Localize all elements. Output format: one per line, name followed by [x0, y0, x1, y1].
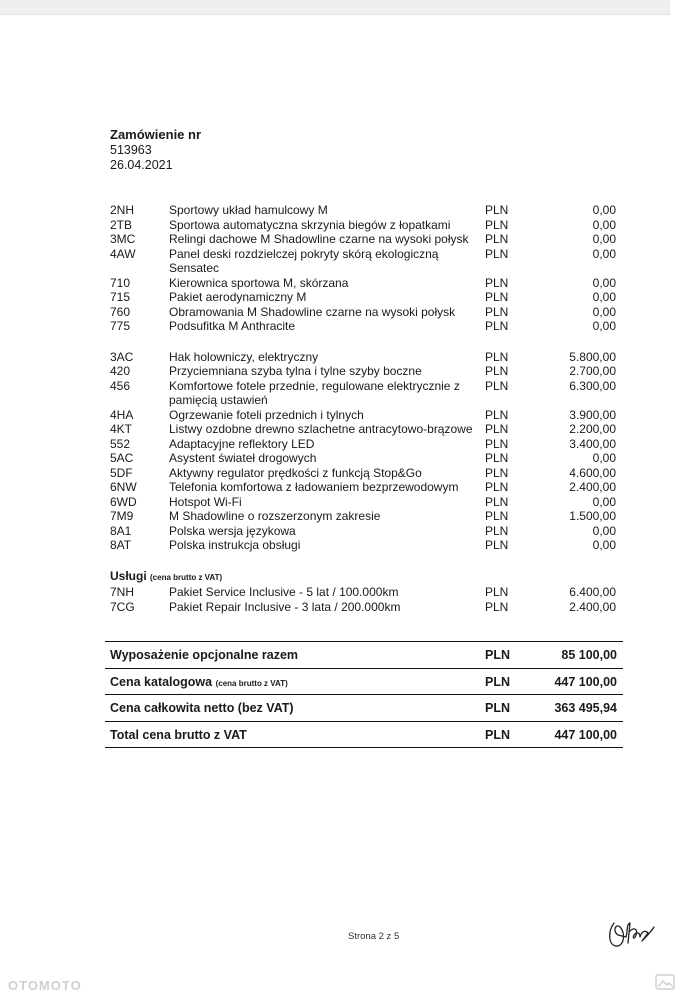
summary-amount: 85 100,00	[561, 648, 617, 662]
option-amount: 0,00	[592, 275, 616, 290]
summary-label: Total cena brutto z VAT	[110, 727, 247, 742]
option-code: 8AT	[110, 538, 132, 552]
option-currency: PLN	[485, 275, 509, 290]
option-amount: 0,00	[592, 290, 616, 304]
option-description: Sportowa automatyczna skrzynia biegów z łopatkami	[169, 217, 451, 232]
option-amount: 6.300,00	[569, 378, 616, 393]
option-row	[110, 218, 622, 233]
option-currency: PLN	[485, 538, 509, 552]
option-currency: PLN	[485, 480, 509, 494]
option-row	[110, 319, 622, 334]
services-title: Usługi	[110, 568, 147, 583]
option-currency: PLN	[485, 290, 509, 304]
option-code: 7M9	[110, 509, 134, 523]
option-currency: PLN	[485, 451, 509, 465]
option-row	[110, 305, 622, 320]
summary-row	[105, 721, 623, 749]
option-code: 5AC	[110, 451, 134, 465]
option-currency: PLN	[485, 599, 509, 614]
option-description: M Shadowline o rozszerzonym zakresie	[169, 509, 381, 523]
summary-currency: PLN	[485, 674, 510, 689]
gallery-icon	[654, 972, 676, 992]
summary-note: (cena brutto z VAT)	[215, 678, 288, 688]
option-description: Asystent świateł drogowych	[169, 451, 317, 465]
summary-row	[105, 694, 623, 721]
option-code: 775	[110, 319, 131, 333]
option-amount: 0,00	[592, 246, 616, 261]
option-amount: 5.800,00	[569, 349, 616, 364]
option-row	[110, 524, 622, 539]
option-amount: 0,00	[592, 494, 616, 509]
option-row	[110, 408, 622, 423]
signature-icon	[604, 913, 658, 953]
option-description: Pakiet Service Inclusive - 5 lat / 100.000km	[169, 585, 399, 599]
option-code: 6WD	[110, 494, 137, 509]
summary-label-wrap	[110, 675, 288, 689]
option-code: 5DF	[110, 465, 133, 480]
standard-options-group	[110, 203, 622, 334]
option-description: Listwy ozdobne drewno szlachetne antracytowo-brązowe	[169, 422, 473, 436]
option-currency: PLN	[485, 319, 509, 333]
option-amount: 3.900,00	[569, 407, 616, 422]
option-amount: 0,00	[592, 304, 616, 319]
option-description: Obramowania M Shadowline czarne na wysoki połysk	[169, 304, 456, 319]
option-amount: 1.500,00	[569, 509, 616, 523]
option-row	[110, 290, 622, 305]
option-description: Hotspot Wi-Fi	[169, 494, 242, 509]
summary-label: Wyposażenie opcjonalne razem	[110, 648, 299, 662]
services-group	[110, 585, 622, 614]
option-row	[110, 466, 622, 481]
option-code: 3AC	[110, 349, 134, 364]
summary-amount: 447 100,00	[554, 674, 617, 689]
option-description: Polska instrukcja obsługi	[169, 538, 301, 552]
option-currency: PLN	[485, 232, 509, 246]
summary-label: Cena całkowita netto (bez VAT)	[110, 701, 294, 715]
option-amount: 4.600,00	[569, 465, 616, 480]
page-number: Strona 2 z 5	[348, 931, 400, 942]
option-code: 4AW	[110, 246, 136, 261]
options-list	[110, 203, 622, 614]
option-code: 7CG	[110, 599, 135, 614]
watermark-logo: OTOMOTO	[8, 978, 82, 993]
option-description: Przyciemniana szyba tylna i tylne szyby boczne	[169, 364, 422, 378]
option-amount: 0,00	[592, 451, 616, 465]
option-amount: 2.700,00	[569, 364, 616, 378]
option-description: Podsufitka M Anthracite	[169, 319, 296, 333]
option-row	[110, 495, 622, 510]
option-description: Sportowy układ hamulcowy M	[169, 203, 328, 217]
option-row	[110, 437, 622, 452]
option-description: Pakiet Repair Inclusive - 3 lata / 200.000km	[169, 599, 401, 614]
option-amount: 0,00	[592, 217, 616, 232]
option-code: 552	[110, 436, 131, 451]
option-amount: 0,00	[592, 319, 616, 333]
option-amount: 0,00	[592, 232, 616, 246]
summary-label: Cena katalogowa	[110, 674, 213, 689]
option-row	[110, 364, 622, 379]
summary-currency: PLN	[485, 648, 510, 662]
option-currency: PLN	[485, 523, 509, 538]
summary-label-wrap	[110, 648, 298, 662]
option-currency: PLN	[485, 465, 509, 480]
option-code: 2NH	[110, 203, 135, 217]
option-currency: PLN	[485, 217, 509, 232]
summary-amount: 447 100,00	[554, 727, 617, 742]
option-description: Kierownica sportowa M, skórzana	[169, 275, 349, 290]
option-currency: PLN	[485, 407, 509, 422]
option-row	[110, 480, 622, 495]
order-number: 513963	[110, 143, 152, 157]
option-currency: PLN	[485, 349, 509, 364]
summary-row	[105, 641, 623, 668]
option-amount: 6.400,00	[569, 585, 616, 599]
option-row	[110, 276, 622, 291]
summary-label-wrap	[110, 701, 294, 715]
option-amount: 3.400,00	[569, 436, 616, 451]
service-row	[110, 585, 622, 600]
option-row	[110, 422, 622, 437]
option-amount: 2.200,00	[569, 422, 616, 436]
extra-options-group	[110, 350, 622, 553]
service-row	[110, 600, 622, 615]
summary-label-wrap	[110, 728, 247, 742]
option-amount: 0,00	[592, 523, 616, 538]
summary-row	[105, 668, 623, 695]
option-code: 6NW	[110, 480, 137, 494]
option-description: Relingi dachowe M Shadowline czarne na wysoki połysk	[169, 232, 469, 246]
option-code: 3MC	[110, 232, 136, 246]
option-currency: PLN	[485, 304, 509, 319]
order-date: 26.04.2021	[110, 158, 173, 172]
group-spacer	[110, 334, 622, 350]
option-row	[110, 232, 622, 247]
option-row	[110, 538, 622, 553]
option-description: Polska wersja językowa	[169, 523, 296, 538]
option-code: 710	[110, 275, 131, 290]
option-code: 8A1	[110, 523, 132, 538]
option-description: Aktywny regulator prędkości z funkcją Stop&Go	[169, 465, 422, 480]
totals-summary	[105, 641, 623, 748]
option-description: Hak holowniczy, elektryczny	[169, 349, 319, 364]
top-bar	[0, 0, 670, 14]
option-description: Ogrzewanie foteli przednich i tylnych	[169, 407, 364, 422]
option-currency: PLN	[485, 378, 509, 393]
option-code: 4KT	[110, 422, 133, 436]
option-row	[110, 247, 622, 276]
option-currency: PLN	[485, 246, 509, 261]
option-row	[110, 203, 622, 218]
option-row	[110, 379, 622, 408]
summary-amount: 363 495,94	[554, 701, 617, 715]
option-description: Adaptacyjne reflektory LED	[169, 436, 315, 451]
option-code: 456	[110, 378, 131, 393]
option-amount: 0,00	[592, 203, 616, 217]
option-currency: PLN	[485, 509, 509, 523]
option-code: 4HA	[110, 407, 134, 422]
option-currency: PLN	[485, 585, 509, 599]
option-amount: 2.400,00	[569, 480, 616, 494]
option-description: Pakiet aerodynamiczny M	[169, 290, 307, 304]
summary-currency: PLN	[485, 727, 510, 742]
option-currency: PLN	[485, 494, 509, 509]
option-currency: PLN	[485, 364, 509, 378]
summary-currency: PLN	[485, 701, 510, 715]
option-amount: 0,00	[592, 538, 616, 552]
option-description: Telefonia komfortowa z ładowaniem bezprzewodowym	[169, 480, 459, 494]
option-description: Komfortowe fotele przednie, regulowane elektrycznie z pamięcią ustawień	[169, 378, 460, 407]
option-code: 760	[110, 304, 131, 319]
option-amount: 2.400,00	[569, 599, 616, 614]
document-title: Zamówienie nr	[110, 127, 202, 142]
option-code: 420	[110, 364, 131, 378]
option-description: Panel deski rozdzielczej pokryty skórą ekologiczną Sensatec	[169, 246, 439, 275]
option-code: 715	[110, 290, 131, 304]
option-row	[110, 509, 622, 524]
option-row	[110, 350, 622, 365]
option-currency: PLN	[485, 203, 509, 217]
services-heading	[110, 569, 622, 586]
services-note: (cena brutto z VAT)	[150, 572, 223, 582]
option-currency: PLN	[485, 436, 509, 451]
top-bar-divider	[0, 14, 670, 15]
option-row	[110, 451, 622, 466]
option-currency: PLN	[485, 422, 509, 436]
option-code: 7NH	[110, 585, 135, 599]
option-code: 2TB	[110, 217, 133, 232]
